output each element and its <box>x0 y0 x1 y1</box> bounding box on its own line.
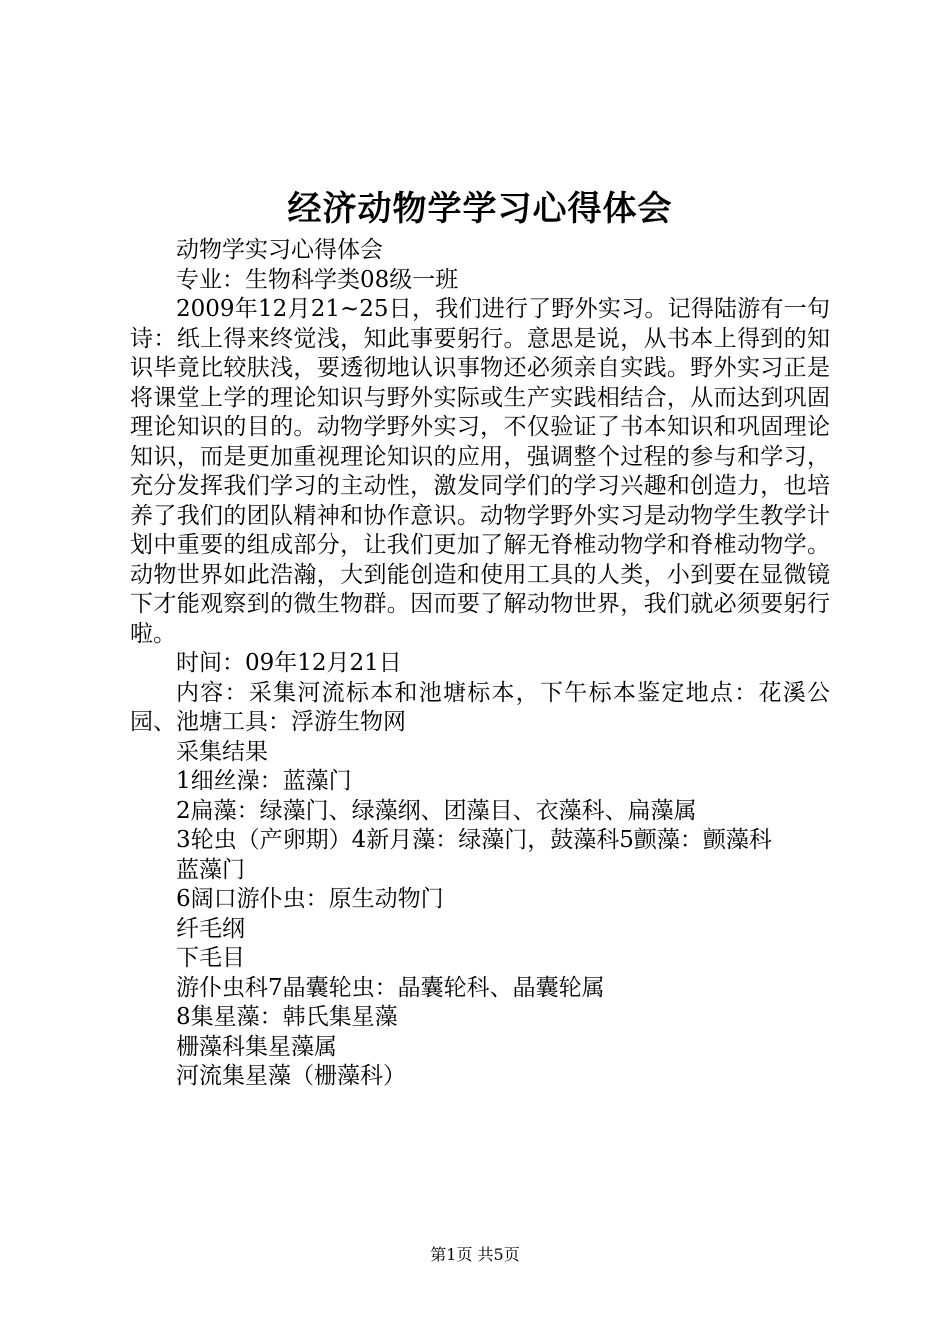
result-item: 1细丝澡：蓝藻门 <box>176 768 352 794</box>
result-item: 纤毛纲 <box>176 915 245 942</box>
paragraph-time: 时间：09年12月21日 <box>176 650 402 676</box>
result-item: 游仆虫科7晶囊轮虫：晶囊轮科、晶囊轮属 <box>176 974 605 1001</box>
paragraph-content: 内容：采集河流标本和池塘标本，下午标本鉴定地点：花溪公园、池塘工具：浮游生物网 <box>130 679 830 735</box>
result-item: 下毛目 <box>176 945 245 971</box>
result-item: 河流集星藻（栅藻科） <box>176 1063 406 1089</box>
document-body <box>130 236 830 1092</box>
result-item: 3轮虫（产卵期）4新月藻：绿藻门，鼓藻科5颤藻：颤藻科 <box>176 827 772 853</box>
result-item: 6阔口游仆虫：原生动物门 <box>176 886 444 912</box>
document-title: 经济动物学学习心得体会 <box>287 189 673 229</box>
result-item: 蓝藻门 <box>176 856 245 883</box>
paragraph-results-heading: 采集结果 <box>176 738 268 765</box>
paragraph-intro: 2009年12月21~25日，我们进行了野外实习。记得陆游有一句诗：纸上得来终觉浅，知此事要躬行。意思是说，从书本上得到的知识毕竟比较肤浅，要透彻地认识事物还必须亲自实践。野外实习正是将课堂上学的理论知识与野外实际或生产实践相结合，从而达到巩固理论知识的目的。动物学野外实习，不仅验证了书本知识和巩固理论知识，而是更加重视理论知识的应用，强调整个过程的参与和学习，充分发挥我们学习的主动性，激发同学们的学习兴趣和创造力，也培养了我们的团队精神和协作意识。动物学野外实习是动物学生教学计划中重要的组成部分，让我们更加了解无脊椎动物学和脊椎动物学。动物世界如此浩瀚，大到能创造和使用工具的人类，小到要在显微镜下才能观察到的微生物群。因而要了解动物世界，我们就必须要躬行啦。 <box>130 296 830 647</box>
page-footer: 第1页 共5页 <box>430 1245 520 1264</box>
result-item: 栅藻科集星藻属 <box>176 1033 337 1060</box>
paragraph-subtitle: 动物学实习心得体会 <box>176 237 383 263</box>
result-item: 8集星藻：韩氏集星藻 <box>176 1004 398 1030</box>
result-item: 2扁藻：绿藻门、绿藻纲、团藻目、衣藻科、扁藻属 <box>176 797 697 824</box>
paragraph-major: 专业：生物科学类08级一班 <box>176 266 459 293</box>
